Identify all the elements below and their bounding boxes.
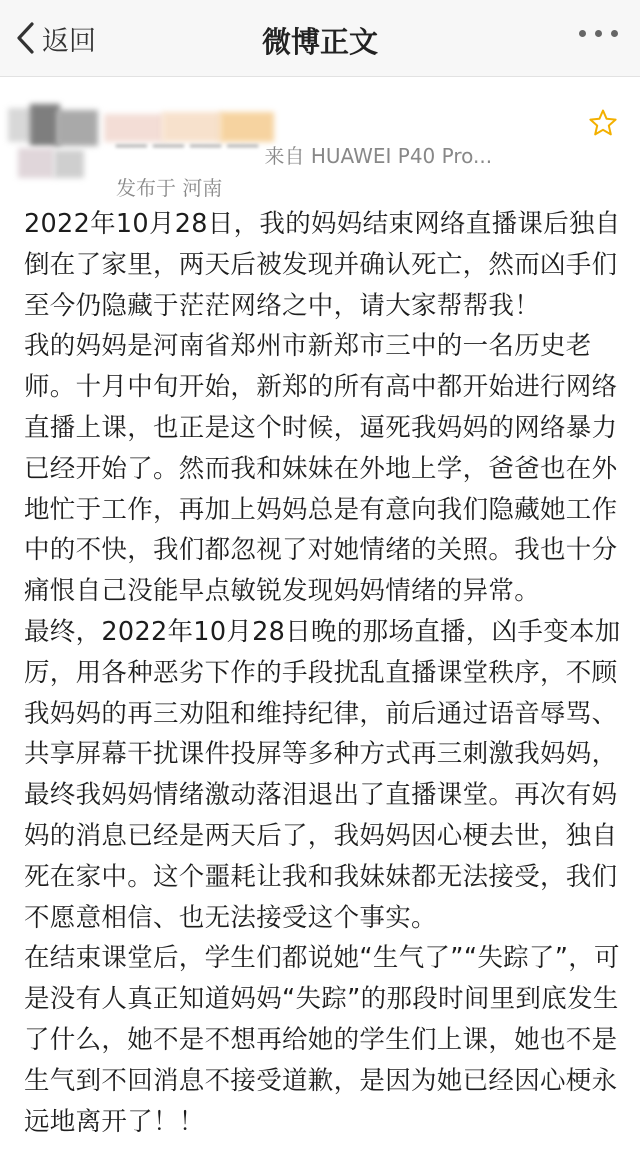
post-header	[0, 76, 640, 200]
more-options-icon[interactable]	[579, 30, 618, 37]
page-title: 微博正文	[261, 25, 378, 59]
post-paragraph: 最终，2022年10月28日晚的那场直播，凶手变本加厉，用各种恶劣下作的手段扰乱直播课堂秩序，不顾我妈妈的再三劝阻和维持纪律，前后通过语音辱骂、共享屏幕干扰课件投屏等多种方式再三刺激我妈妈，最终我妈妈情绪激动落泪退出了直播课堂。再次有妈妈的消息已经是两天后了，我妈妈因心梗去世，独自死在家中。这个噩耗让我和我妹妹都无法接受，我们不愿意相信、也无法接受这个事实。	[24, 616, 621, 933]
post-meta	[116, 140, 492, 169]
post-source: 来自 HUAWEI P40 Pro...	[264, 144, 493, 168]
post-content	[24, 204, 624, 1142]
back-label: 返回	[42, 25, 96, 57]
favorite-star-icon[interactable]	[588, 108, 618, 138]
blurred-timestamp: ▔▔ ▔▔ ▔▔ ▔▔	[116, 144, 259, 168]
post-paragraph: 我的妈妈是河南省郑州市新郑市三中的一名历史老师。十月中旬开始，新郑的所有高中都开始进行网络直播上课，也正是这个时候，逼死我妈妈的网络暴力已经开始了。然而我和妹妹在外地上学，爸爸也在外地忙于工作，再加上妈妈总是有意向我们隐藏她工作中的不快，我们都忽视了对她情绪的关照。我也十分痛恨自己没能早点敏锐发现妈妈情绪的异常。	[24, 331, 618, 607]
nav-bar	[0, 0, 640, 77]
post-region: 发布于 河南	[116, 176, 223, 200]
post-paragraph: 在结束课堂后，学生们都说她“生气了”“失踪了”，可是没有人真正知道妈妈“失踪”的那段时间里到底发生了什么，她不是不想再给她的学生们上课，她也不是生气到不回消息不接受道歉，是因为她已经因心梗永远地离开了！！	[24, 943, 620, 1137]
post-paragraph: 2022年10月28日，我的妈妈结束网络直播课后独自倒在了家里，两天后被发现并确认死亡，然而凶手们至今仍隐藏于茫茫网络之中，请大家帮帮我！	[24, 209, 621, 321]
